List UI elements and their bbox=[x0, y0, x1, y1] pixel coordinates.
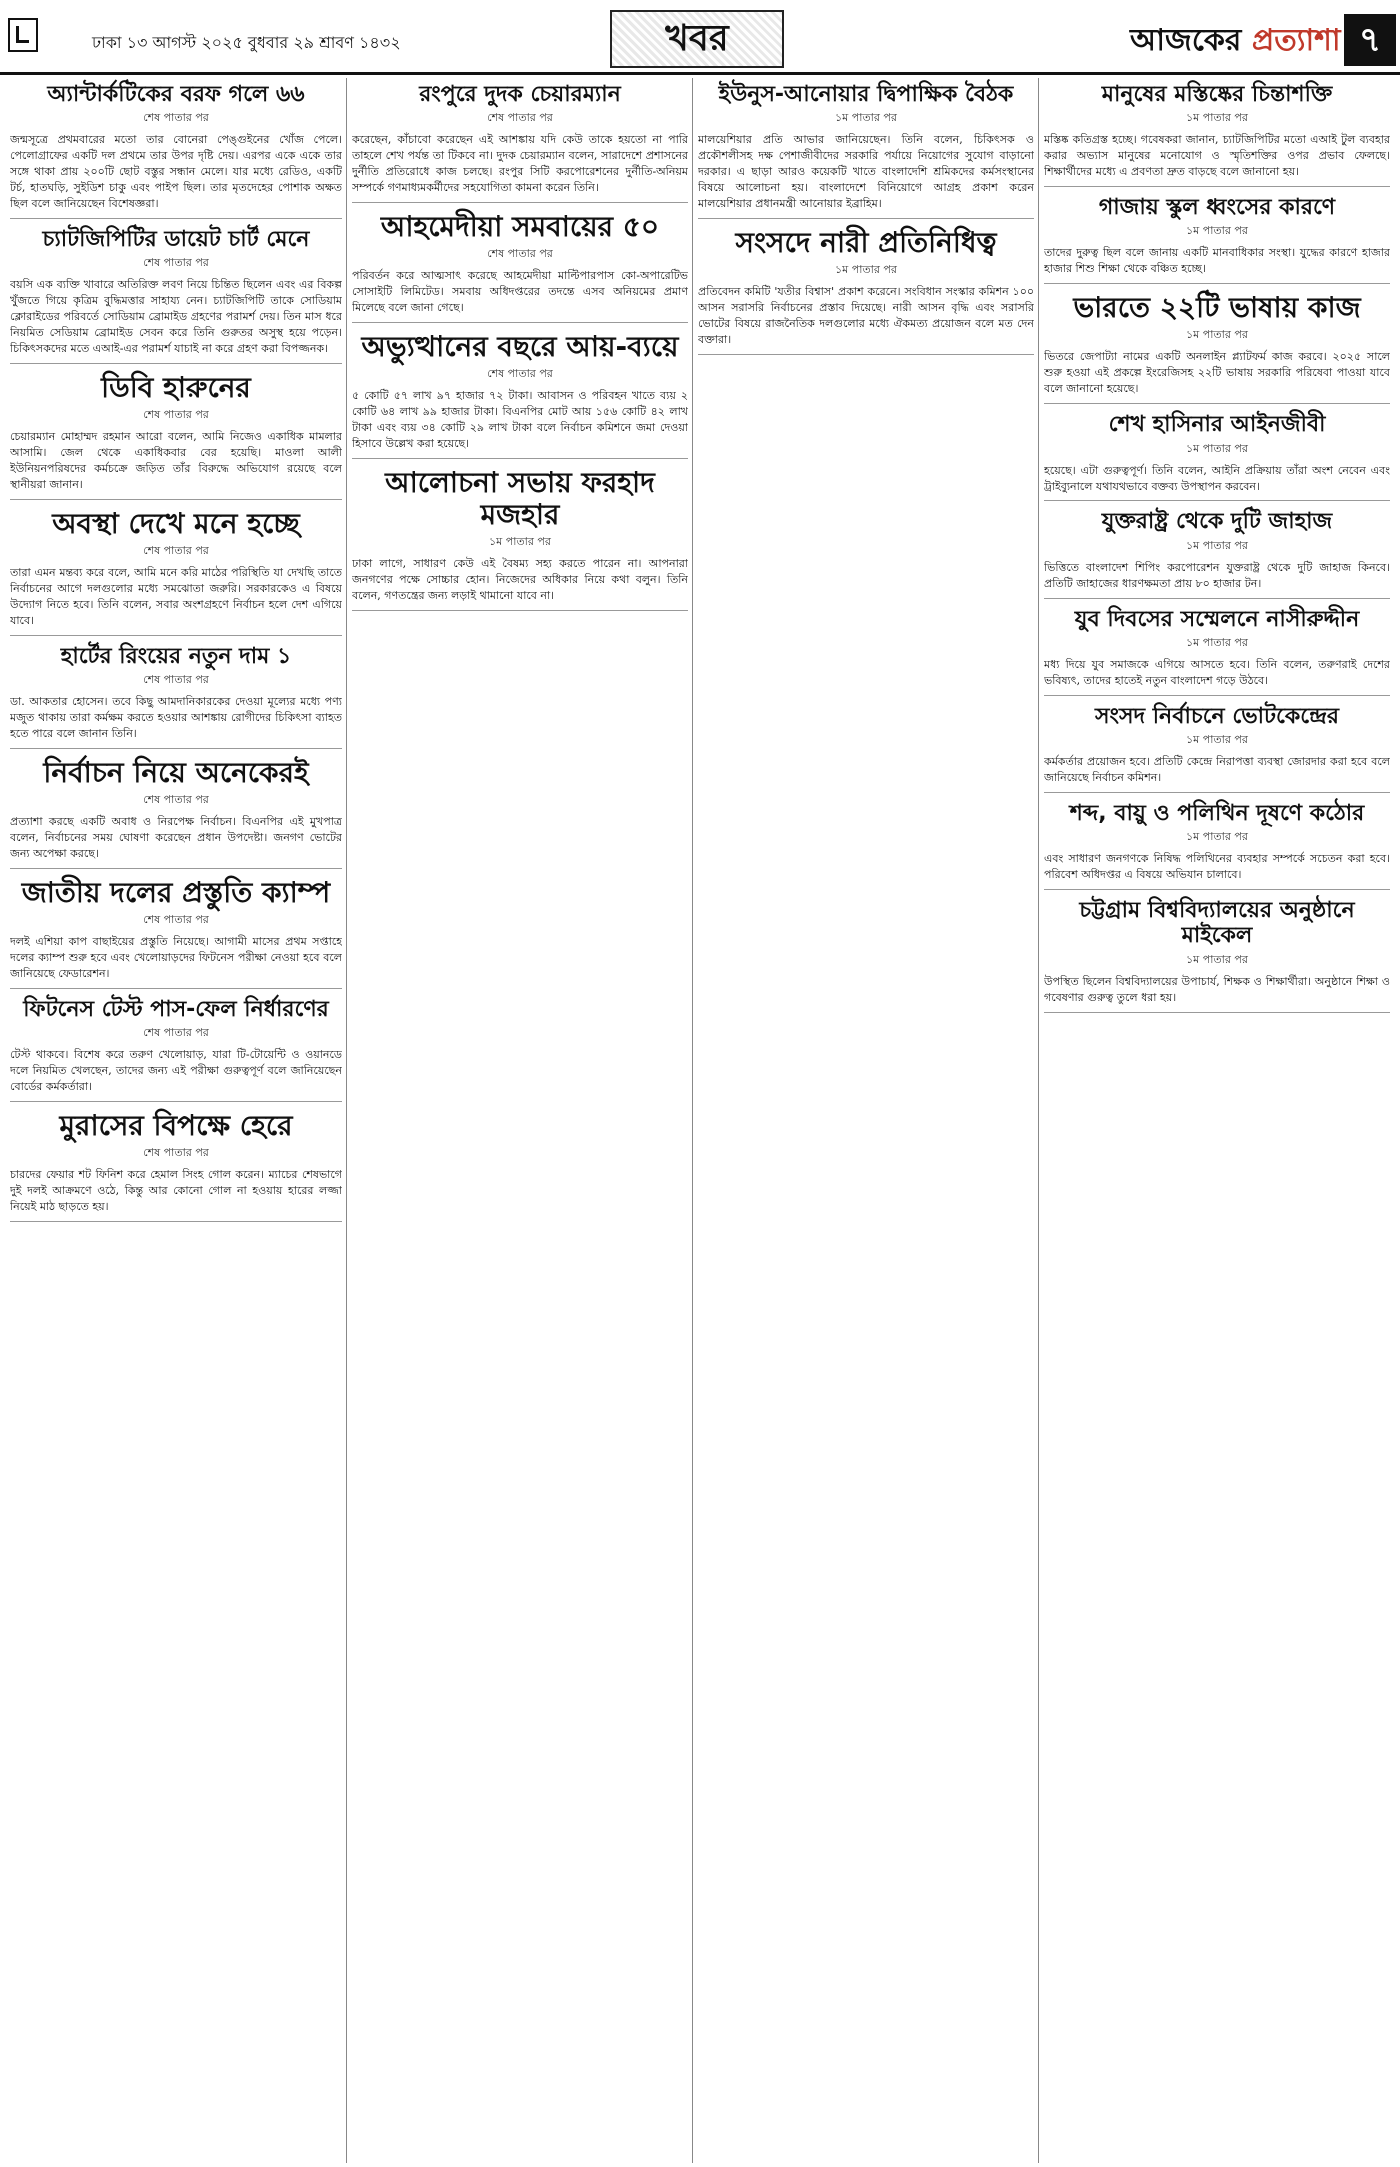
article bbox=[10, 372, 342, 500]
headline: হার্টের রিংয়ের নতুন দাম ১ bbox=[60, 643, 292, 669]
jump-line: শেষ পাতার পর bbox=[143, 1146, 209, 1160]
jump-line: ১ম পাতার পর bbox=[1186, 635, 1248, 649]
article bbox=[1044, 412, 1390, 501]
section-title-box bbox=[610, 10, 784, 68]
headline: অভ্যুত্থানের বছরে আয়-ব্যয়ে bbox=[361, 330, 679, 364]
column-4 bbox=[1044, 78, 1390, 2163]
newspaper-brand bbox=[1130, 16, 1341, 67]
jump-line: শেষ পাতার পর bbox=[487, 111, 553, 125]
jump-line: ১ম পাতার পর bbox=[1186, 328, 1248, 342]
article bbox=[10, 508, 342, 636]
jump-line: ১ম পাতার পর bbox=[835, 111, 897, 125]
headline: জাতীয় দলের প্রস্তুতি ক্যাম্প bbox=[21, 875, 331, 909]
article bbox=[1044, 704, 1390, 793]
headline: আহমেদীয়া সমবায়ের ৫০ bbox=[380, 210, 660, 244]
column-divider bbox=[1038, 78, 1039, 2163]
article bbox=[698, 227, 1034, 355]
article-body: কর্মকর্তার প্রয়োজন হবে। প্রতিটি কেন্দ্রে নিরাপত্তা ব্যবস্থা জোরদার করা হবে বলে জানিয়েছে নির্বাচন কমিশন। bbox=[1044, 755, 1390, 785]
headline: অবস্থা দেখে মনে হচ্ছে bbox=[52, 506, 300, 540]
article-body: ঢাকা লাগে, সাধারণ কেউ এই বৈষম্য সহ্য করতে পারেন না। আপনারা জনগণের পক্ষে সোচ্চার হোন। নিজেদের অধিকার নিয়ে কথা বলুন। তিনি বলেন, গণতন্ত্রের জন্য লড়াই থামানো যাবে না। bbox=[352, 557, 688, 603]
headline: শব্দ, বায়ু ও পলিথিন দূষণে কঠোর bbox=[1069, 800, 1365, 826]
article-body: তারা এমন মন্তব্য করে বলে, আমি মনে করি মাঠের পরিস্থিতি যা দেখছি তাতে নির্বাচনের আগে দলগুলোর মধ্যে সমঝোতা জরুরি। সরকারকেও এ বিষয়ে উদ্যোগ নিতে হবে। তিনি বলেন, সবার অংশগ্রহণে নির্বাচন হলে দেশ এগিয়ে যাবে। bbox=[10, 566, 342, 627]
jump-line: শেষ পাতার পর bbox=[143, 913, 209, 927]
headline: যুক্তরাষ্ট্র থেকে দুটি জাহাজ bbox=[1101, 509, 1333, 535]
headline: যুব দিবসের সম্মেলনে নাসীরুদ্দীন bbox=[1074, 606, 1360, 632]
column-3 bbox=[698, 78, 1034, 2163]
article bbox=[10, 757, 342, 869]
article-body: জন্মসূত্রে প্রথমবারের মতো তার বোনেরা পেঙ্গুইনের খোঁজ পেলে। পেলোগ্রাফের একটি দল প্রথমে তার উপর দৃষ্টি দেয়। এরপর একে একে তার সঙ্গে থাকা প্রায় ২০০টি ছোট বস্তুর সন্ধান মেলে। যার মধ্যে রেডিও, একটি টর্চ, হাতঘড়ি, সুইডিশ চাকু এবং পাইপ ছিল। তার মৃতদেহের পোশাক অক্ষত ছিল বলে জানিয়েছেন বিশেষজ্ঞরা। bbox=[10, 133, 342, 211]
headline: ফিটনেস টেস্ট পাস-ফেল নির্ধারণের bbox=[23, 996, 329, 1022]
headline: সংসদ নির্বাচনে ভোটকেন্দ্রের bbox=[1095, 703, 1339, 729]
article bbox=[352, 331, 688, 459]
article bbox=[10, 997, 342, 1102]
jump-line: ১ম পাতার পর bbox=[835, 263, 897, 277]
article bbox=[1044, 82, 1390, 187]
article-body: ডা. আকতার হোসেন। তবে কিছু আমদানিকারকের দেওয়া মূল্যের মধ্যে পণ্য মজুত থাকায় তারা কর্মক্ষম করতে হওয়ার আশঙ্কায় রোগীদের চিকিৎসা ব্যাহত হতে পারে বলে জানান তিনি। bbox=[10, 695, 342, 741]
article-body: ভিতরে জেপাট্যা নামের একটি অনলাইন প্ল্যাটফর্ম কাজ করবে। ২০২৫ সালে শুরু হওয়া এই প্রকল্পে ইংরেজিসহ ২২টি ভাষায় সরকারি পরিষেবা পাওয়া যাবে বলে জানানো হয়েছে। bbox=[1044, 350, 1390, 396]
jump-line: শেষ পাতার পর bbox=[143, 408, 209, 422]
article-body: ভিত্তিতে বাংলাদেশ শিপিং করপোরেশন যুক্তরাষ্ট্র থেকে দুটি জাহাজ কিনবে। প্রতিটি জাহাজের ধারণক্ষমতা প্রায় ৮০ হাজার টন। bbox=[1044, 560, 1390, 590]
headline: মানুষের মস্তিষ্কের চিন্তাশক্তি bbox=[1101, 82, 1333, 107]
jump-line: শেষ পাতার পর bbox=[143, 544, 209, 558]
headline: সংসদে নারী প্রতিনিধিত্ব bbox=[735, 225, 997, 259]
article bbox=[10, 644, 342, 749]
headline: ইউনুস-আনোয়ার দ্বিপাক্ষিক বৈঠক bbox=[718, 82, 1014, 107]
column-divider bbox=[692, 78, 693, 2163]
brand-part-2: প্রত্যাশা bbox=[1251, 23, 1341, 58]
article-body: দলই এশিয়া কাপ বাছাইয়ের প্রস্তুতি নিয়েছে। আগামী মাসের প্রথম সপ্তাহে দলের ক্যাম্প শুরু হবে এবং খেলোয়াড়দের ফিটনেস পরীক্ষা নেওয়া হবে বলে জানিয়েছে ফেডারেশন। bbox=[10, 935, 342, 981]
article-body: তাদের দুরুত্ব ছিল বলে জানায় একটি মানবাধিকার সংস্থা। যুদ্ধের কারণে হাজার হাজার শিশু শিক্ষা থেকে বঞ্চিত হচ্ছে। bbox=[1044, 246, 1390, 276]
article-body: বয়সি এক ব্যক্তি খাবারে অতিরিক্ত লবণ নিয়ে চিন্তিত ছিলেন এবং এর বিকল্প খুঁজতে গিয়ে কৃত্রিম বুদ্ধিমত্তার সাহায্য নেন। চ্যাটজিপিটি তাকে সোডিয়াম ক্লোরাইডের পরিবর্তে সোডিয়াম ব্রোমাইড গ্রহণের পরামর্শ দেয়। তিন মাস ধরে নিয়মিত সেডিয়াম ব্রোমাইড সেবন করে তিনি গুরুতর অসুস্থ হয়ে পড়েন। চিকিৎসকদের মতে এআই-এর পরামর্শ যাচাই না করে গ্রহণ করা বিপজ্জনক। bbox=[10, 278, 342, 356]
page-header bbox=[0, 0, 1400, 75]
article-body: এবং সাধারণ জনগণকে নিষিদ্ধ পলিথিনের ব্যবহার সম্পর্কে সচেতন করা হবে। পরিবেশ অধিদপ্তর এ বিষয়ে অভিযান চালাবে। bbox=[1044, 852, 1390, 882]
headline: চ্যাটজিপিটির ডায়েট চার্ট মেনে bbox=[42, 226, 310, 252]
dateline: ঢাকা ১৩ আগস্ট ২০২৫ বুধবার ২৯ শ্রাবণ ১৪৩২ bbox=[92, 33, 401, 52]
article-body: চেয়ারম্যান মোহাম্মদ রহমান আরো বলেন, আমি নিজেও একাধিক মামলার আসামি। জেল থেকে একাধিকবার বের হয়েছি। মাওলা আলী ইউনিয়নপরিষদের কর্মচক্রে জড়িত তাঁর বিরুদ্ধে অভিযোগ রয়েছে বলে স্থানীয়রা জানান। bbox=[10, 430, 342, 491]
article-body: মধ্য দিয়ে যুব সমাজকে এগিয়ে আসতে হবে। তিনি বলেন, তরুণরাই দেশের ভবিষ্যৎ, তাদের হাতেই নতুন বাংলাদেশ গড়ে উঠবে। bbox=[1044, 657, 1390, 687]
jump-line: শেষ পাতার পর bbox=[143, 256, 209, 270]
jump-line: ১ম পাতার পর bbox=[1186, 538, 1248, 552]
headline: চট্টগ্রাম বিশ্ববিদ্যালয়ের অনুষ্ঠানে মাইকেল bbox=[1079, 898, 1355, 949]
corner-logo-icon bbox=[8, 18, 38, 52]
article-body: মালয়েশিয়ার প্রতি আভার জানিয়েছেন। তিনি বলেন, চিকিৎসক ও প্রকৌশলীসহ দক্ষ পেশাজীবীদের সরকারি পর্যায়ে নিয়োগের সুযোগ বাড়ানো দরকার। এ ছাড়া আরও কয়েকটি খাতে বাংলাদেশি শ্রমিকদের কর্মসংস্থানের বিষয়ে আলোচনা হয়। বাংলাদেশে বিনিয়োগে আগ্রহ প্রকাশ করেন মালয়েশিয়ার প্রধানমন্ত্রী আনোয়ার ইব্রাহিম। bbox=[698, 133, 1034, 211]
article bbox=[10, 227, 342, 364]
headline: নির্বাচন নিয়ে অনেকেরই bbox=[43, 755, 309, 789]
section-title: খবর bbox=[665, 18, 729, 59]
jump-line: ১ম পাতার পর bbox=[489, 535, 551, 549]
article-body: হয়েছে। এটা গুরুত্বপূর্ণ। তিনি বলেন, আইনি প্রক্রিয়ায় তাঁরা অংশ নেবেন এবং ট্রাইব্যুনালে যথাযথভাবে বক্তব্য উপস্থাপন করবেন। bbox=[1044, 463, 1390, 493]
article-body: পরিবর্তন করে আত্মসাৎ করেছে আহমেদীয়া মাল্টিপারপাস কো-অপারেটিভ সোসাইটি লিমিটেড। সমবায় অধিদপ্তরের তদন্তে এসব অনিয়মের প্রমাণ মিলেছে বলে জানা গেছে। bbox=[352, 269, 688, 315]
article bbox=[10, 82, 342, 219]
jump-line: ১ম পাতার পর bbox=[1186, 441, 1248, 455]
article bbox=[352, 467, 688, 611]
article bbox=[1044, 801, 1390, 890]
article bbox=[1044, 509, 1390, 598]
article-body: উপস্থিত ছিলেন বিশ্ববিদ্যালয়ের উপাচার্য, শিক্ষক ও শিক্ষার্থীরা। অনুষ্ঠানে শিক্ষা ও গবেষণার গুরুত্ব তুলে ধরা হয়। bbox=[1044, 974, 1390, 1004]
headline: আলোচনা সভায় ফরহাদ মজহার bbox=[385, 465, 655, 532]
headline: মুরাসের বিপক্ষে হেরে bbox=[59, 1109, 293, 1143]
page-number: ৭ bbox=[1344, 14, 1396, 66]
headline: রংপুরে দুদক চেয়ারম্যান bbox=[419, 82, 621, 107]
column-divider bbox=[346, 78, 347, 2163]
article bbox=[10, 877, 342, 989]
jump-line: শেষ পাতার পর bbox=[487, 247, 553, 261]
brand-part-1: আজকের bbox=[1130, 23, 1242, 58]
article-body: প্রত্যাশা করছে একটি অবাধ ও নিরপেক্ষ নির্বাচন। বিএনপির এই মুখপাত্র বলেন, নির্বাচনের সময় ঘোষণা করেছেন প্রধান উপদেষ্টা। জনগণ ভোটের জন্য অপেক্ষা করছে। bbox=[10, 815, 342, 861]
jump-line: ১ম পাতার পর bbox=[1186, 111, 1248, 125]
headline: অ্যান্টার্কটিকের বরফ গলে ৬৬ bbox=[47, 82, 305, 107]
jump-line: ১ম পাতার পর bbox=[1186, 224, 1248, 238]
article bbox=[698, 82, 1034, 219]
jump-line: শেষ পাতার পর bbox=[487, 367, 553, 381]
jump-line: ১ম পাতার পর bbox=[1186, 952, 1248, 966]
jump-line: শেষ পাতার পর bbox=[143, 793, 209, 807]
article bbox=[1044, 898, 1390, 1012]
jump-line: ১ম পাতার পর bbox=[1186, 830, 1248, 844]
headline: ভারতে ২২টি ভাষায় কাজ bbox=[1073, 291, 1361, 325]
article bbox=[1044, 292, 1390, 404]
article bbox=[352, 82, 688, 203]
article-body: চারদের ফেয়ার শট ফিনিশ করে হেমাল সিংহ গোল করেন। ম্যাচের শেষভাগে দুই দলই আক্রমণে ওঠে, কিন্তু আর কোনো গোল না হওয়ায় হারের লজ্জা নিয়েই মাঠ ছাড়তে হয়। bbox=[10, 1168, 342, 1214]
column-1 bbox=[10, 78, 342, 2163]
article bbox=[352, 211, 688, 323]
article-body: মস্তিষ্ক কতিগ্রস্ত হচ্ছে। গবেষকরা জানান, চ্যাটজিপিটির মতো এআই টুল ব্যবহার করার অভ্যাস মানুষের মনোযোগ ও স্মৃতিশক্তির ওপর প্রভাব ফেলছে। শিক্ষার্থীদের মধ্যে এ প্রবণতা দ্রুত বাড়ছে বলে জানানো হয়। bbox=[1044, 133, 1390, 179]
jump-line: ১ম পাতার পর bbox=[1186, 733, 1248, 747]
article-body: টেস্ট থাকবে। বিশেষ করে তরুণ খেলোয়াড়, যারা টি-টোয়েন্টি ও ওয়ানডে দলে নিয়মিত খেলছেন, তাদের জন্য এই পরীক্ষা গুরুত্বপূর্ণ বলে জানিয়েছেন বোর্ডের কর্মকর্তারা। bbox=[10, 1048, 342, 1094]
jump-line: শেষ পাতার পর bbox=[143, 673, 209, 687]
jump-line: শেষ পাতার পর bbox=[143, 1026, 209, 1040]
article-body: প্রতিবেদন কমিটি 'যতীর বিশ্বাস' প্রকাশ করেনে। সংবিধান সংস্কার কমিশন ১০০ আসন সরাসরি নির্বাচনের প্রস্তাব দিয়েছে। নারী আসন বৃদ্ধি এবং সরাসরি ভোটের বিষয়ে রাজনৈতিক দলগুলোর মধ্যে ঐকমত্য প্রয়োজন বলে মত দেন বক্তারা। bbox=[698, 285, 1034, 346]
headline: ডিবি হারুনের bbox=[101, 370, 251, 404]
article-body: করেছেন, কাঁচাবো করেছেন এই আশঙ্কায় যদি কেউ তাকে হয়তো না পারি তাহলে শেখ পর্যন্ত তা টিকবে না। দুদক চেয়ারম্যান বলেন, সারাদেশে প্রশাসনের দুর্নীতি প্রতিরোধে কাজ চলছে। রংপুর সিটি করপোরেশনের দুর্নীতি-অনিয়ম সম্পর্কে গণমাধ্যমকর্মীদের সহযোগিতা কামনা করেন তিনি। bbox=[352, 133, 688, 195]
article-body: ৫ কোটি ৫৭ লাখ ৯৭ হাজার ৭২ টাকা। আবাসন ও পরিবহন খাতে ব্যয় ২ কোটি ৬৪ লাখ ৯৯ হাজার টাকা। বিএনপির মোট আয় ১৫৬ কোটি ৪২ লাখ টাকা এবং ব্যয় ৩৪ কোটি ২৯ লাখ টাকা বলে নির্বাচন কমিশনে জমা দেওয়া হিসাবে উল্লেখ করা হয়েছে। bbox=[352, 389, 688, 451]
article bbox=[10, 1110, 342, 1222]
headline: গাজায় স্কুল ধ্বংসের কারণে bbox=[1098, 195, 1336, 221]
jump-line: শেষ পাতার পর bbox=[143, 111, 209, 125]
column-2 bbox=[352, 78, 688, 2163]
headline: শেখ হাসিনার আইনজীবী bbox=[1108, 412, 1326, 438]
article bbox=[1044, 195, 1390, 284]
article bbox=[1044, 607, 1390, 696]
